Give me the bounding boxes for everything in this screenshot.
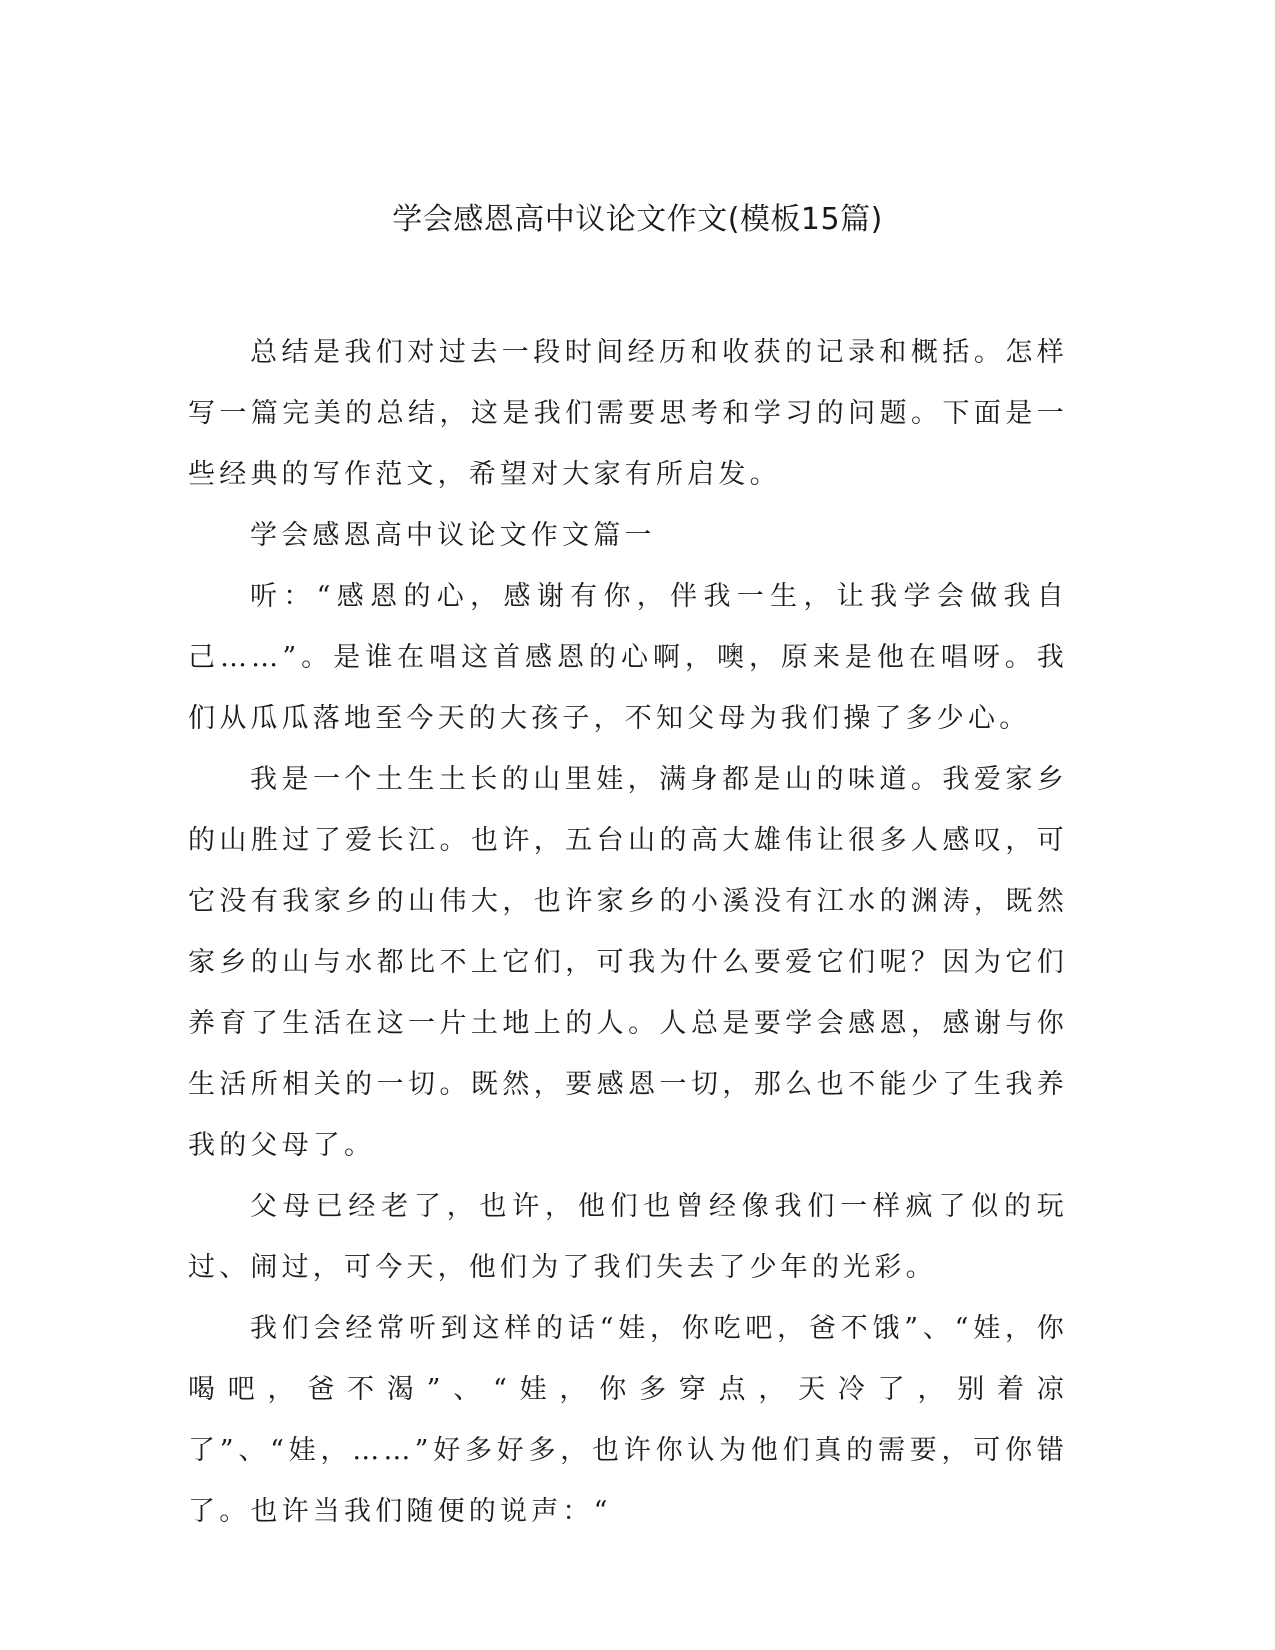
intro-paragraph: 总结是我们对过去一段时间经历和收获的记录和概括。怎样写一篇完美的总结，这是我们需要思考和学习的问题。下面是一些经典的写作范文，希望对大家有所启发。 — [188, 337, 1068, 490]
body-paragraph: 听：“感恩的心，感谢有你，伴我一生，让我学会做我自己……”。是谁在唱这首感恩的心啊，噢，原来是他在唱呀。我们从瓜瓜落地至今天的大孩子，不知父母为我们操了多少心。 — [188, 581, 1068, 734]
section-heading: 学会感恩高中议论文作文篇一 — [250, 520, 656, 551]
body-paragraph: 我们会经常听到这样的话“娃，你吃吧，爸不饿”、“娃，你喝吧，爸不渴”、“娃，你多穿点，天冷了，别着凉了”、“娃，……”好多好多，也许你认为他们真的需要，可你错了。也许当我们随便的说声：“ — [188, 1313, 1068, 1527]
document-title: 学会感恩高中议论文作文(模板15篇) — [392, 202, 883, 237]
body-paragraph: 我是一个土生土长的山里娃，满身都是山的味道。我爱家乡的山胜过了爱长江。也许，五台山的高大雄伟让很多人感叹，可它没有我家乡的山伟大，也许家乡的小溪没有江水的渊涛，既然家乡的山与水都比不上它们，可我为什么要爱它们呢？因为它们养育了生活在这一片土地上的人。人总是要学会感恩，感谢与你生活所相关的一切。既然，要感恩一切，那么也不能少了生我养我的父母了。 — [188, 764, 1068, 1161]
body-paragraph: 父母已经老了，也许，他们也曾经像我们一样疯了似的玩过、闹过，可今天，他们为了我们失去了少年的光彩。 — [188, 1191, 1068, 1283]
document-body — [188, 322, 1068, 1542]
